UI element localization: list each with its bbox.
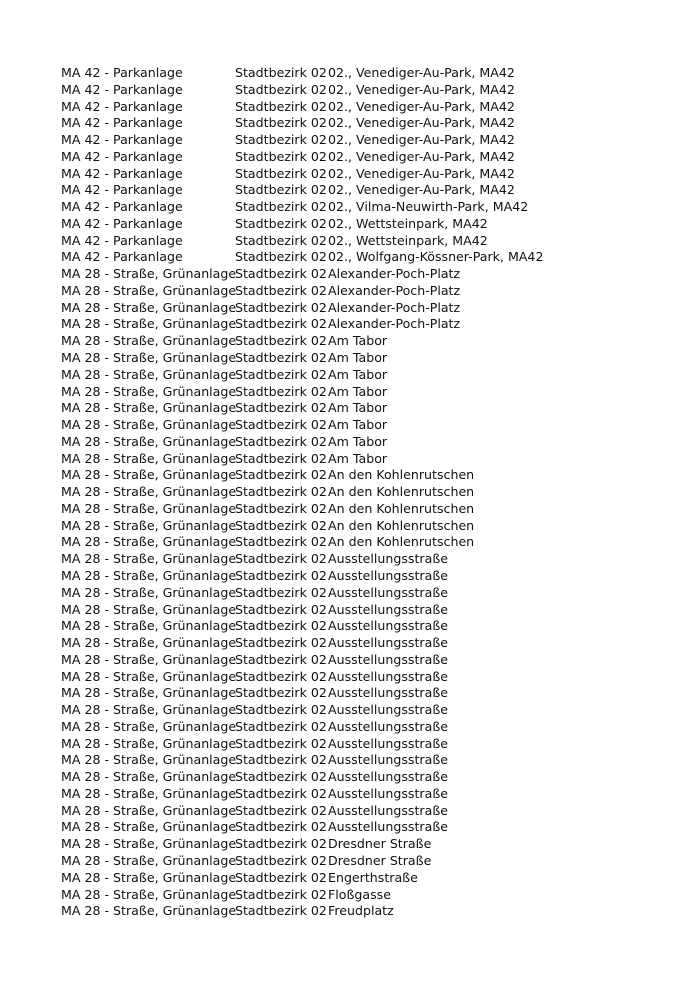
table-row [61,149,661,166]
district-cell: Stadtbezirk 02 [235,702,327,718]
district-cell: Stadtbezirk 02 [235,618,327,634]
agency-cell: MA 42 - Parkanlage [61,148,183,164]
location-cell: Dresdner Straße [328,852,432,868]
agency-cell: MA 28 - Straße, Grünanlage [61,852,237,868]
location-cell: Am Tabor [328,350,388,366]
table-row [61,803,661,820]
agency-cell: MA 28 - Straße, Grünanlage [61,819,237,835]
location-cell: Am Tabor [328,333,388,349]
agency-cell: MA 28 - Straße, Grünanlage [61,903,237,919]
location-cell: Ausstellungsstraße [328,718,448,734]
agency-cell: MA 42 - Parkanlage [61,232,183,248]
location-cell: Ausstellungsstraße [328,618,448,634]
agency-cell: MA 42 - Parkanlage [61,249,183,265]
agency-cell: MA 28 - Straße, Grünanlage [61,735,237,751]
agency-cell: MA 28 - Straße, Grünanlage [61,802,237,818]
agency-cell: MA 42 - Parkanlage [61,132,183,148]
location-cell: Ausstellungsstraße [328,651,448,667]
table-row [61,115,661,132]
location-cell: Am Tabor [328,383,388,399]
table-row [61,652,661,669]
district-cell: Stadtbezirk 02 [235,467,327,483]
agency-cell: MA 28 - Straße, Grünanlage [61,450,237,466]
district-cell: Stadtbezirk 02 [235,802,327,818]
table-row [61,853,661,870]
location-cell: Ausstellungsstraße [328,635,448,651]
location-cell: Ausstellungsstraße [328,685,448,701]
agency-cell: MA 28 - Straße, Grünanlage [61,551,237,567]
table-row [61,467,661,484]
district-cell: Stadtbezirk 02 [235,333,327,349]
district-cell: Stadtbezirk 02 [235,182,327,198]
district-cell: Stadtbezirk 02 [235,148,327,164]
location-cell: An den Kohlenrutschen [328,467,475,483]
agency-cell: MA 42 - Parkanlage [61,165,183,181]
location-cell: 02., Venediger-Au-Park, MA42 [328,98,515,114]
location-cell: Ausstellungsstraße [328,601,448,617]
location-cell: Am Tabor [328,366,388,382]
location-cell: Alexander-Poch-Platz [328,266,461,282]
location-cell: 02., Wettsteinpark, MA42 [328,215,488,231]
table-row [61,266,661,283]
district-cell: Stadtbezirk 02 [235,400,327,416]
location-cell: 02., Venediger-Au-Park, MA42 [328,81,515,97]
agency-cell: MA 28 - Straße, Grünanlage [61,316,237,332]
table-row [61,618,661,635]
agency-cell: MA 28 - Straße, Grünanlage [61,618,237,634]
agency-cell: MA 28 - Straße, Grünanlage [61,534,237,550]
district-cell: Stadtbezirk 02 [235,836,327,852]
location-cell: Ausstellungsstraße [328,702,448,718]
district-cell: Stadtbezirk 02 [235,567,327,583]
district-cell: Stadtbezirk 02 [235,383,327,399]
table-row [61,166,661,183]
agency-cell: MA 28 - Straße, Grünanlage [61,266,237,282]
location-cell: Ausstellungsstraße [328,668,448,684]
district-cell: Stadtbezirk 02 [235,115,327,131]
district-cell: Stadtbezirk 02 [235,65,327,80]
table-row [61,585,661,602]
district-cell: Stadtbezirk 02 [235,282,327,298]
agency-cell: MA 28 - Straße, Grünanlage [61,282,237,298]
agency-cell: MA 28 - Straße, Grünanlage [61,350,237,366]
location-cell: Alexander-Poch-Platz [328,299,461,315]
agency-cell: MA 28 - Straße, Grünanlage [61,383,237,399]
district-cell: Stadtbezirk 02 [235,819,327,835]
agency-cell: MA 28 - Straße, Grünanlage [61,769,237,785]
agency-cell: MA 28 - Straße, Grünanlage [61,601,237,617]
table-row [61,233,661,250]
location-cell: Ausstellungsstraße [328,785,448,801]
agency-cell: MA 28 - Straße, Grünanlage [61,433,237,449]
table-row [61,99,661,116]
district-cell: Stadtbezirk 02 [235,903,327,919]
agency-cell: MA 28 - Straße, Grünanlage [61,702,237,718]
table-row [61,635,661,652]
district-cell: Stadtbezirk 02 [235,752,327,768]
agency-cell: MA 28 - Straße, Grünanlage [61,685,237,701]
table-row [61,333,661,350]
table-row [61,417,661,434]
district-cell: Stadtbezirk 02 [235,199,327,215]
table-row [61,719,661,736]
table-row [61,384,661,401]
location-cell: 02., Venediger-Au-Park, MA42 [328,148,515,164]
table-row [61,300,661,317]
agency-cell: MA 42 - Parkanlage [61,215,183,231]
table-row [61,819,661,836]
district-cell: Stadtbezirk 02 [235,81,327,97]
agency-cell: MA 28 - Straße, Grünanlage [61,869,237,885]
agency-cell: MA 28 - Straße, Grünanlage [61,584,237,600]
district-cell: Stadtbezirk 02 [235,299,327,315]
table-row [61,132,661,149]
agency-cell: MA 28 - Straße, Grünanlage [61,752,237,768]
location-cell: An den Kohlenrutschen [328,484,475,500]
table-row [61,786,661,803]
table-row [61,216,661,233]
district-cell: Stadtbezirk 02 [235,433,327,449]
table-row [61,249,661,266]
location-cell: Freudplatz [328,903,394,919]
table-row [61,669,661,686]
agency-cell: MA 28 - Straße, Grünanlage [61,635,237,651]
table-row [61,887,661,904]
table-row [61,736,661,753]
location-cell: Engerthstraße [328,869,418,885]
agency-cell: MA 28 - Straße, Grünanlage [61,299,237,315]
location-cell: 02., Venediger-Au-Park, MA42 [328,182,515,198]
table-row [61,534,661,551]
location-cell: 02., Wolfgang-Kössner-Park, MA42 [328,249,544,265]
location-cell: 02., Venediger-Au-Park, MA42 [328,115,515,131]
agency-cell: MA 28 - Straße, Grünanlage [61,567,237,583]
location-cell: Ausstellungsstraße [328,551,448,567]
location-cell: Alexander-Poch-Platz [328,282,461,298]
table-row [61,518,661,535]
agency-cell: MA 28 - Straße, Grünanlage [61,467,237,483]
agency-cell: MA 28 - Straße, Grünanlage [61,333,237,349]
district-cell: Stadtbezirk 02 [235,551,327,567]
location-cell: Am Tabor [328,450,388,466]
document-table [61,65,661,920]
table-row [61,702,661,719]
agency-cell: MA 42 - Parkanlage [61,199,183,215]
district-cell: Stadtbezirk 02 [235,500,327,516]
district-cell: Stadtbezirk 02 [235,635,327,651]
table-row [61,484,661,501]
table-row [61,501,661,518]
district-cell: Stadtbezirk 02 [235,232,327,248]
district-cell: Stadtbezirk 02 [235,350,327,366]
district-cell: Stadtbezirk 02 [235,735,327,751]
district-cell: Stadtbezirk 02 [235,651,327,667]
district-cell: Stadtbezirk 02 [235,668,327,684]
location-cell: Alexander-Poch-Platz [328,316,461,332]
table-row [61,283,661,300]
agency-cell: MA 28 - Straße, Grünanlage [61,886,237,902]
agency-cell: MA 28 - Straße, Grünanlage [61,517,237,533]
table-row [61,752,661,769]
table-row [61,199,661,216]
table-row [61,316,661,333]
district-cell: Stadtbezirk 02 [235,601,327,617]
agency-cell: MA 28 - Straße, Grünanlage [61,836,237,852]
agency-cell: MA 42 - Parkanlage [61,65,183,80]
table-row [61,400,661,417]
district-cell: Stadtbezirk 02 [235,534,327,550]
district-cell: Stadtbezirk 02 [235,366,327,382]
table-row [61,836,661,853]
location-cell: Am Tabor [328,417,388,433]
location-cell: An den Kohlenrutschen [328,500,475,516]
table-row [61,685,661,702]
district-cell: Stadtbezirk 02 [235,685,327,701]
location-cell: Ausstellungsstraße [328,769,448,785]
district-cell: Stadtbezirk 02 [235,584,327,600]
location-cell: An den Kohlenrutschen [328,517,475,533]
agency-cell: MA 28 - Straße, Grünanlage [61,651,237,667]
agency-cell: MA 28 - Straße, Grünanlage [61,484,237,500]
table-row [61,551,661,568]
district-cell: Stadtbezirk 02 [235,517,327,533]
agency-cell: MA 28 - Straße, Grünanlage [61,785,237,801]
location-cell: Am Tabor [328,400,388,416]
district-cell: Stadtbezirk 02 [235,215,327,231]
agency-cell: MA 28 - Straße, Grünanlage [61,500,237,516]
table-row [61,82,661,99]
location-cell: Ausstellungsstraße [328,584,448,600]
district-cell: Stadtbezirk 02 [235,98,327,114]
location-cell: Floßgasse [328,886,391,902]
location-cell: 02., Venediger-Au-Park, MA42 [328,165,515,181]
table-row [61,65,661,82]
location-cell: 02., Venediger-Au-Park, MA42 [328,65,515,80]
table-row [61,870,661,887]
district-cell: Stadtbezirk 02 [235,417,327,433]
table-row [61,903,661,920]
agency-cell: MA 28 - Straße, Grünanlage [61,417,237,433]
table-row [61,434,661,451]
agency-cell: MA 42 - Parkanlage [61,98,183,114]
agency-cell: MA 28 - Straße, Grünanlage [61,366,237,382]
table-row [61,769,661,786]
table-row [61,451,661,468]
district-cell: Stadtbezirk 02 [235,886,327,902]
district-cell: Stadtbezirk 02 [235,165,327,181]
table-row [61,182,661,199]
district-cell: Stadtbezirk 02 [235,852,327,868]
agency-cell: MA 42 - Parkanlage [61,81,183,97]
location-cell: 02., Venediger-Au-Park, MA42 [328,132,515,148]
agency-cell: MA 42 - Parkanlage [61,182,183,198]
location-cell: Ausstellungsstraße [328,819,448,835]
table-row [61,602,661,619]
location-cell: Ausstellungsstraße [328,752,448,768]
location-cell: Ausstellungsstraße [328,802,448,818]
district-cell: Stadtbezirk 02 [235,450,327,466]
district-cell: Stadtbezirk 02 [235,266,327,282]
location-cell: Ausstellungsstraße [328,567,448,583]
location-cell: 02., Wettsteinpark, MA42 [328,232,488,248]
district-cell: Stadtbezirk 02 [235,249,327,265]
table-row [61,367,661,384]
district-cell: Stadtbezirk 02 [235,132,327,148]
agency-cell: MA 42 - Parkanlage [61,115,183,131]
district-cell: Stadtbezirk 02 [235,484,327,500]
district-cell: Stadtbezirk 02 [235,785,327,801]
table-row [61,350,661,367]
agency-cell: MA 28 - Straße, Grünanlage [61,668,237,684]
location-cell: Am Tabor [328,433,388,449]
district-cell: Stadtbezirk 02 [235,316,327,332]
location-cell: An den Kohlenrutschen [328,534,475,550]
location-cell: 02., Vilma-Neuwirth-Park, MA42 [328,199,529,215]
agency-cell: MA 28 - Straße, Grünanlage [61,718,237,734]
district-cell: Stadtbezirk 02 [235,869,327,885]
table-row [61,568,661,585]
district-cell: Stadtbezirk 02 [235,718,327,734]
agency-cell: MA 28 - Straße, Grünanlage [61,400,237,416]
district-cell: Stadtbezirk 02 [235,769,327,785]
location-cell: Dresdner Straße [328,836,432,852]
location-cell: Ausstellungsstraße [328,735,448,751]
